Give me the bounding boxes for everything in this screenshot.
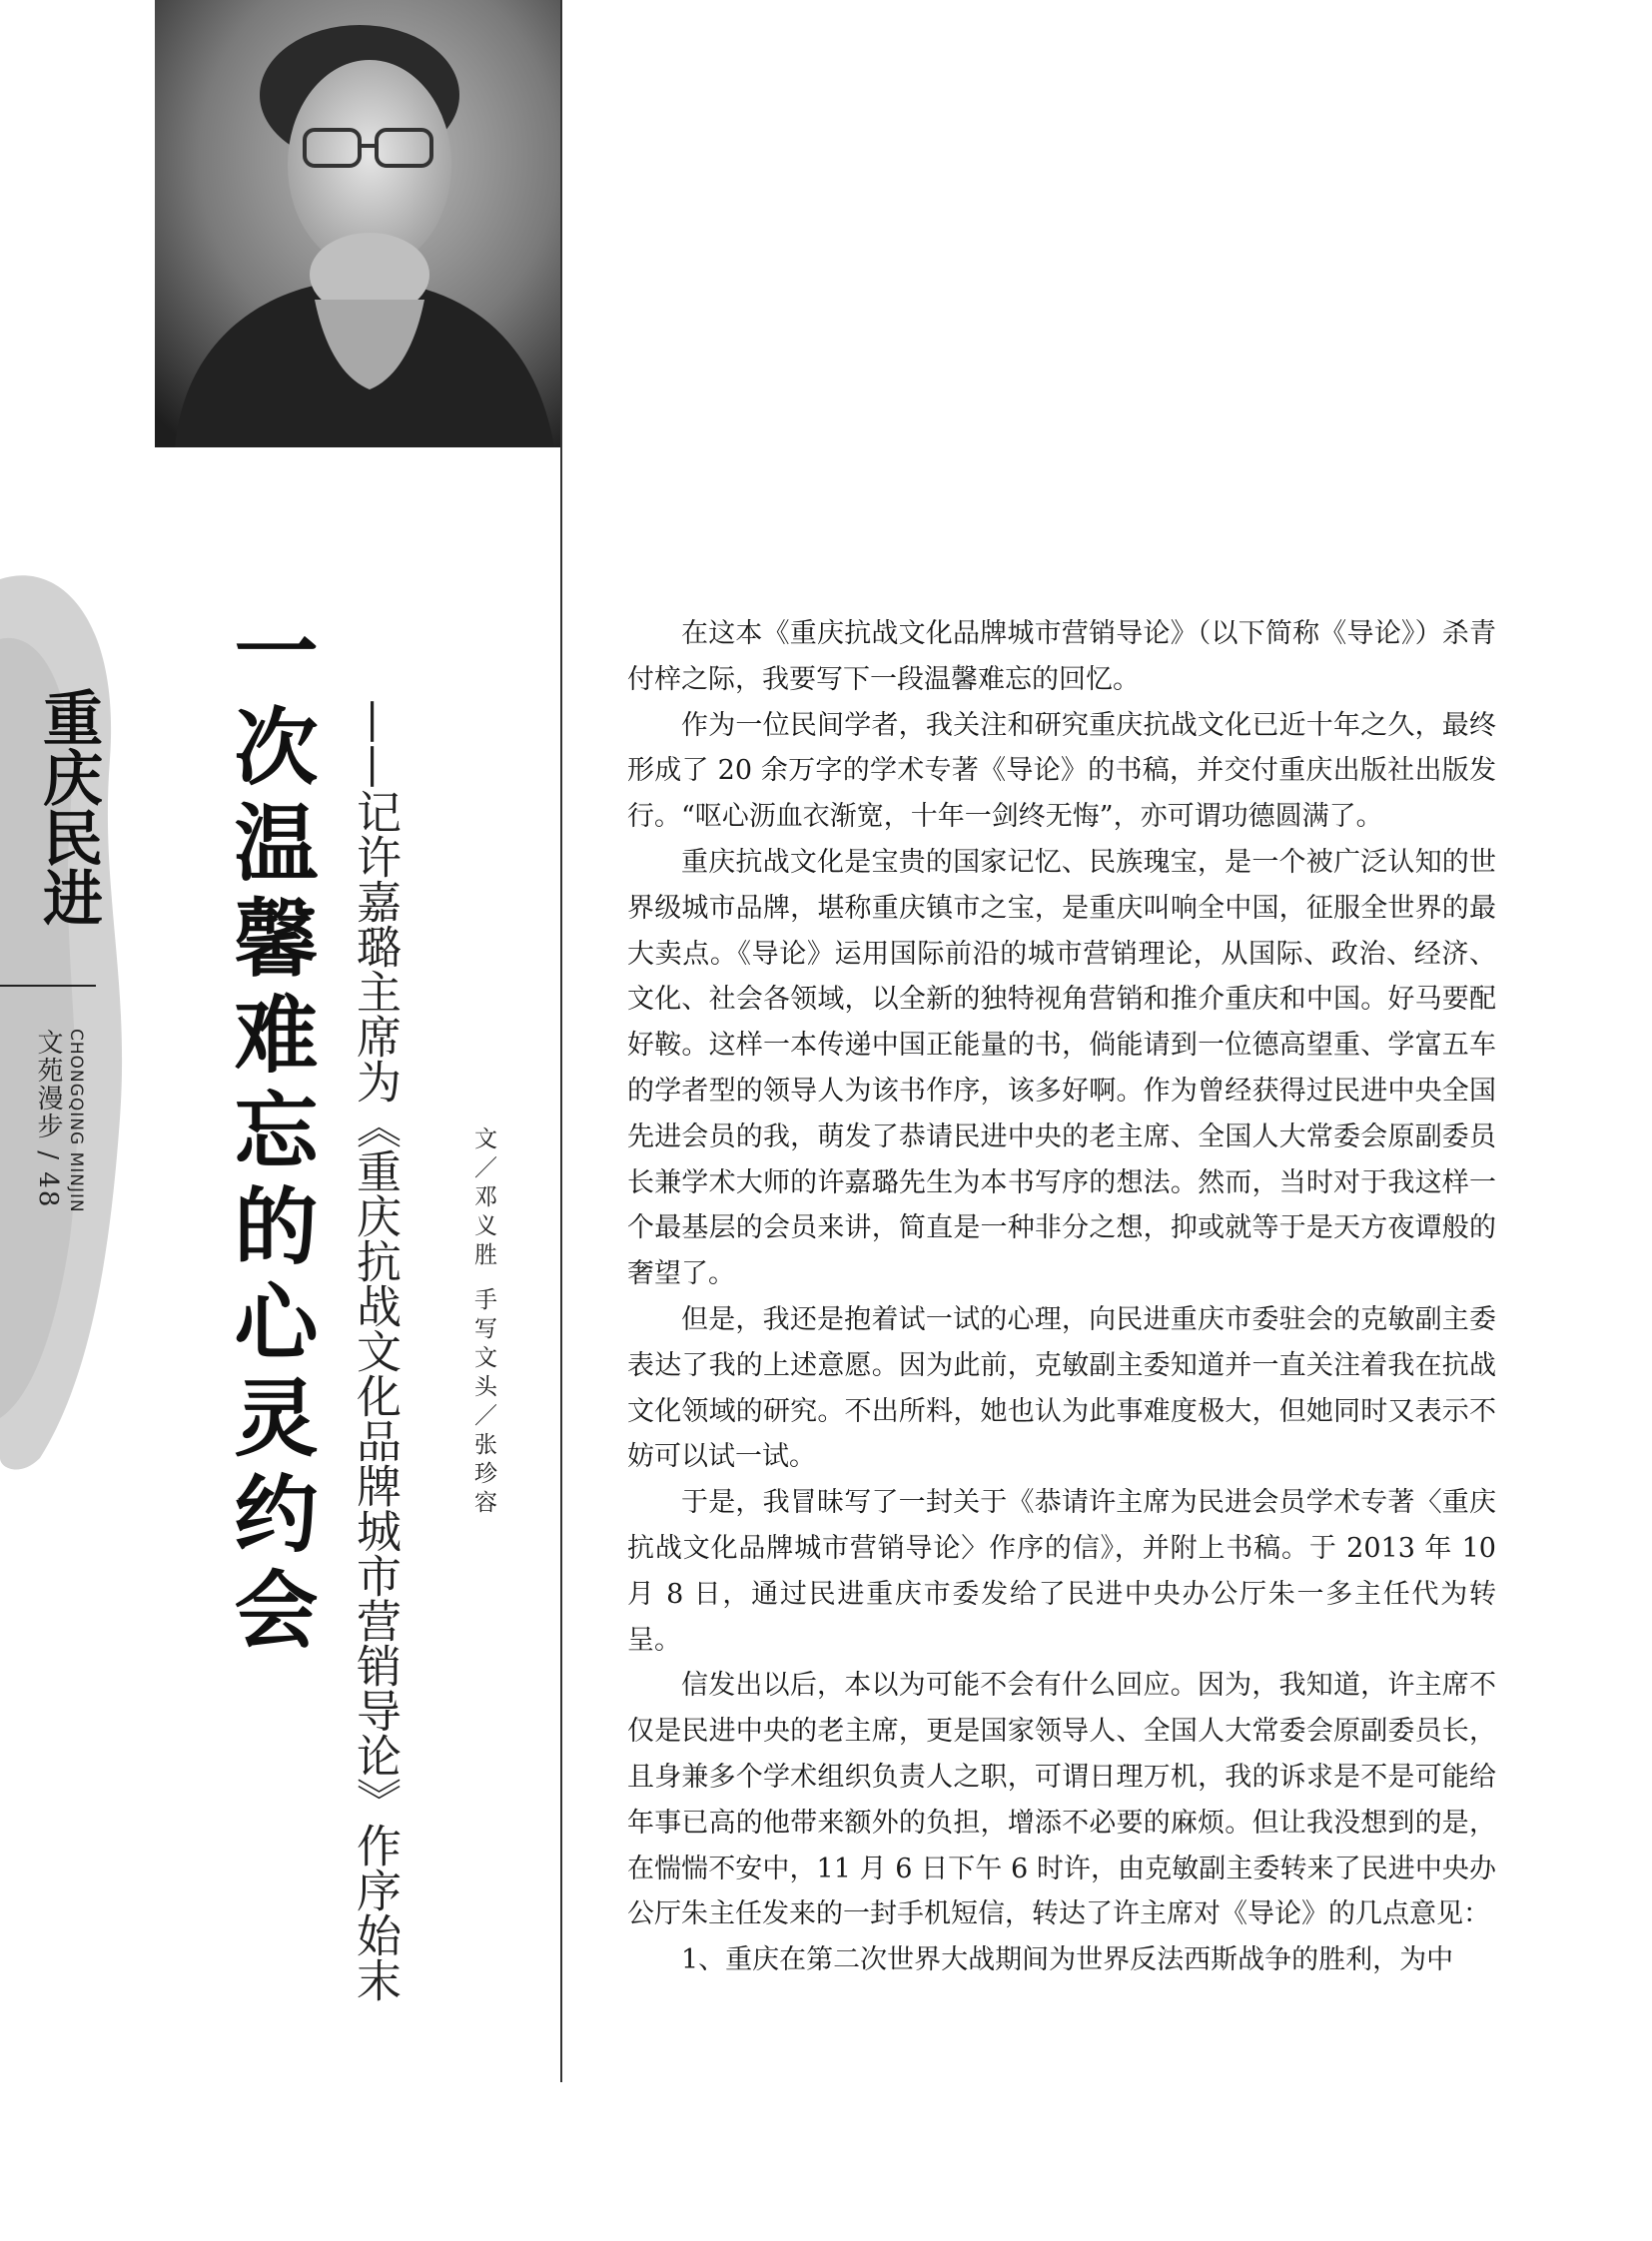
byline	[467, 1126, 500, 1519]
article-body	[627, 611, 1496, 1983]
paragraph: 作为一位民间学者，我关注和研究重庆抗战文化已近十年之久，最终形成了 20 余万字的学术专著《导论》的书稿，并交付重庆出版社出版发行。“呕心沥血衣渐宽，十年一剑终无悔”，亦可谓功德圆满了。	[627, 709, 1496, 833]
author-portrait-photo	[155, 0, 561, 447]
section-page-label: 文苑漫步 / 48	[33, 1029, 63, 1209]
paragraph: 在这本《重庆抗战文化品牌城市营销导论》（以下简称《导论》）杀青付梓之际，我要写下一段温馨难忘的回忆。	[627, 618, 1496, 695]
byline-calligraphy: 手写文头／张珍容	[470, 1287, 496, 1519]
paragraph: 但是，我还是抱着试一试的心理，向民进重庆市委驻会的克敏副主委表达了我的上述意愿。因为此前，克敏副主委知道并一直关注着我在抗战文化领域的研究。不出所料，她也认为此事难度极大，但她同时又表示不妨可以试一试。	[627, 1303, 1496, 1473]
column-divider-line	[560, 0, 562, 2082]
logo-rule	[0, 985, 96, 987]
magazine-name-english: CHONGQING MINJIN	[66, 1029, 86, 1213]
paragraph: 重庆抗战文化是宝贵的国家记忆、民族瑰宝，是一个被广泛认知的世界级城市品牌，堪称重庆镇市之宝，是重庆叫响全中国，征服全世界的最大卖点。《导论》运用国际前沿的城市营销理论，从国际、政治、经济、文化、社会各领域，以全新的独特视角营销和推介重庆和中国。好马要配好鞍。这样一本传递中国正能量的书，倘能请到一位德高望重、学富五车的学者型的领导人为该书作序，该多好啊。作为曾经获得过民进中央全国先进会员的我，萌发了恭请民进中央的老主席、全国人大常委会原副委员长兼学术大师的许嘉璐先生为本书写序的想法。然而，当时对于我这样一个最基层的会员来讲，简直是一种非分之想，抑或就等于是天方夜谭般的奢望了。	[627, 846, 1496, 1290]
byline-author: 文／邓义胜	[470, 1126, 496, 1271]
paragraph: 于是，我冒昧写了一封关于《恭请许主席为民进会员学术专著〈重庆抗战文化品牌城市营销导论〉作序的信》，并附上书稿。于 2013 年 10 月 8 日，通过民进重庆市委发给了民进中央办公厅朱一多主任代为转呈。	[627, 1487, 1496, 1656]
paragraph: 信发出以后，本以为可能不会有什么回应。因为，我知道，许主席不仅是民进中央的老主席，更是国家领导人、全国人大常委会原副委员长，且身兼多个学术组织负责人之职，可谓日理万机，我的诉求是不是可能给年事已高的他带来额外的负担，增添不必要的麻烦。但让我没想到的是，在惴惴不安中，11 月 6 日下午 6 时许，由克敏副主委转来了民进中央办公厅朱主任发来的一封手机短信，转达了许主席对《导论》的几点意见：	[627, 1670, 1496, 1930]
magazine-logo-calligraphy: 重庆民进	[33, 687, 103, 927]
paragraph: 1、重庆在第二次世界大战期间为世界反法西斯战争的胜利，为中	[681, 1944, 1454, 1976]
article-title: 一次温馨难忘的心灵约会	[221, 607, 320, 1662]
article-subtitle: ——记许嘉璐主席为《重庆抗战文化品牌城市营销导论》作序始末	[349, 699, 402, 2002]
